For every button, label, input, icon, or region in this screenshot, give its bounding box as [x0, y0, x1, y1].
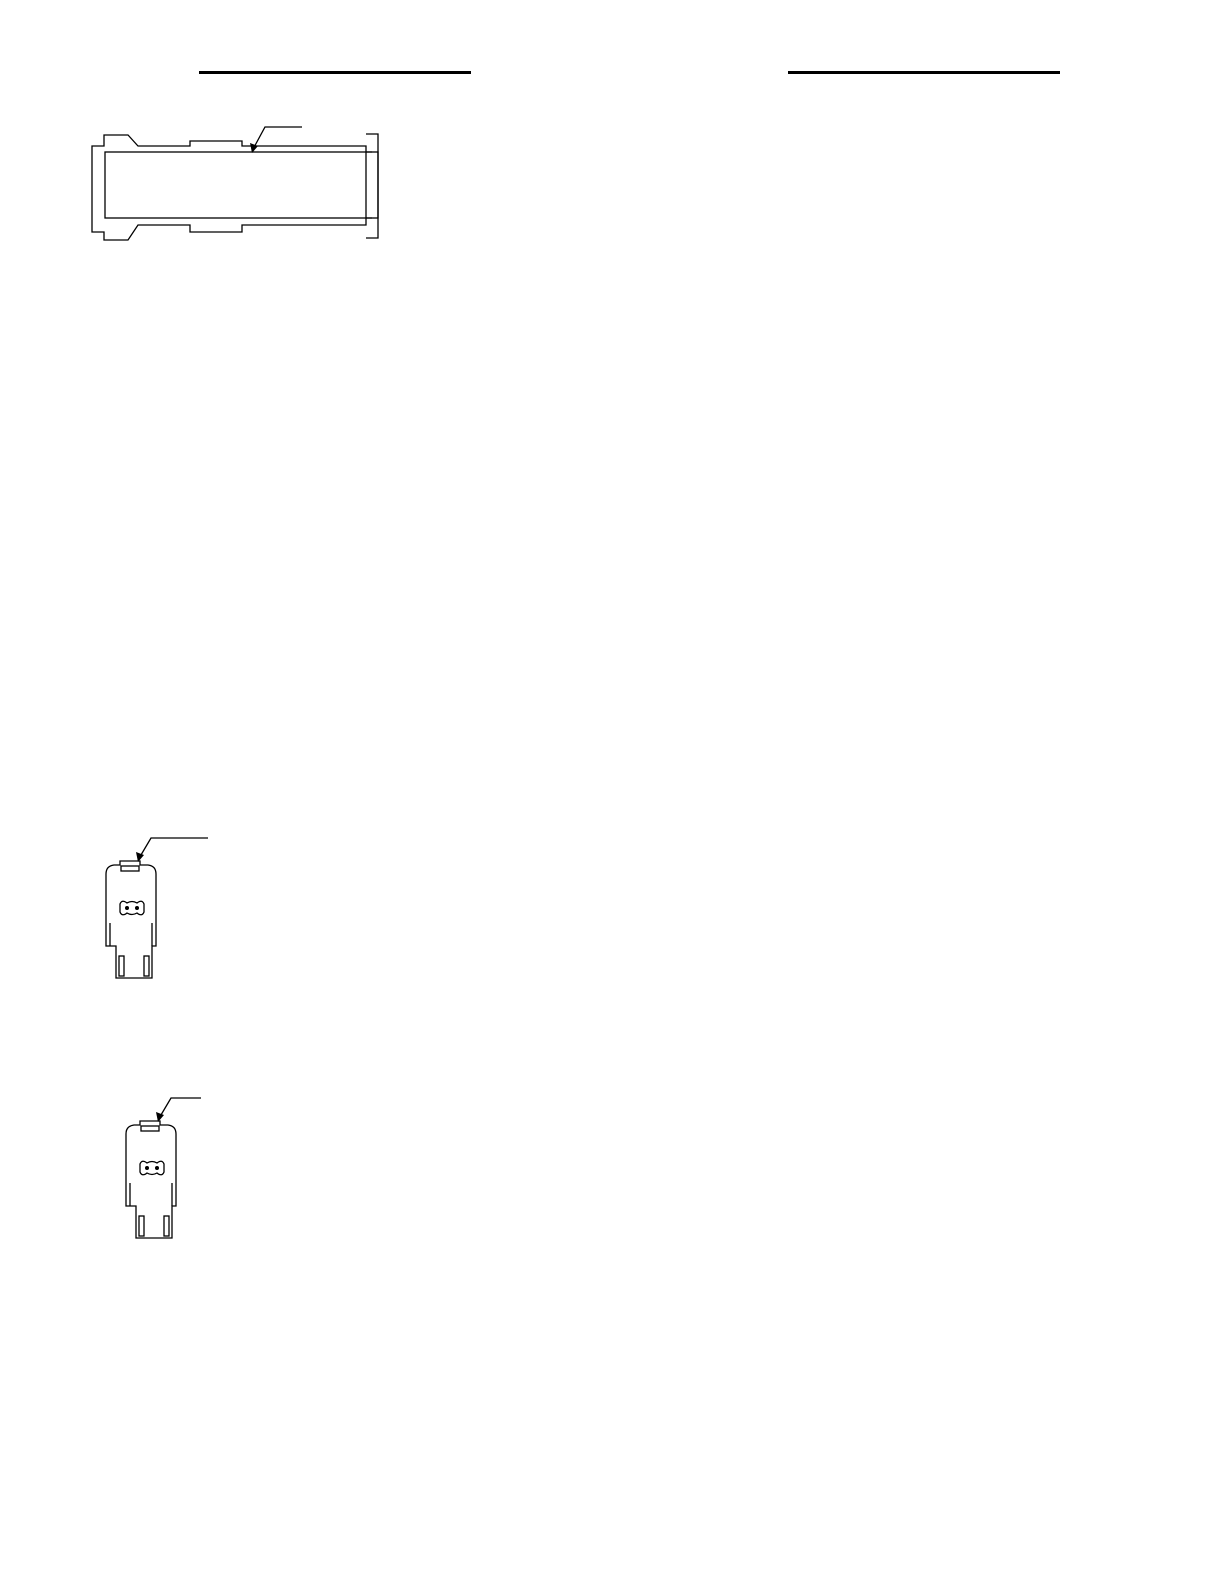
header-rule-right	[788, 71, 1060, 74]
airbag-squib-driver-connector-drawing	[70, 828, 250, 983]
header-rule-left	[199, 71, 471, 74]
airbag-squib-passenger-connector-drawing	[90, 1088, 270, 1243]
airbag-control-module-connector-drawing	[60, 115, 420, 250]
